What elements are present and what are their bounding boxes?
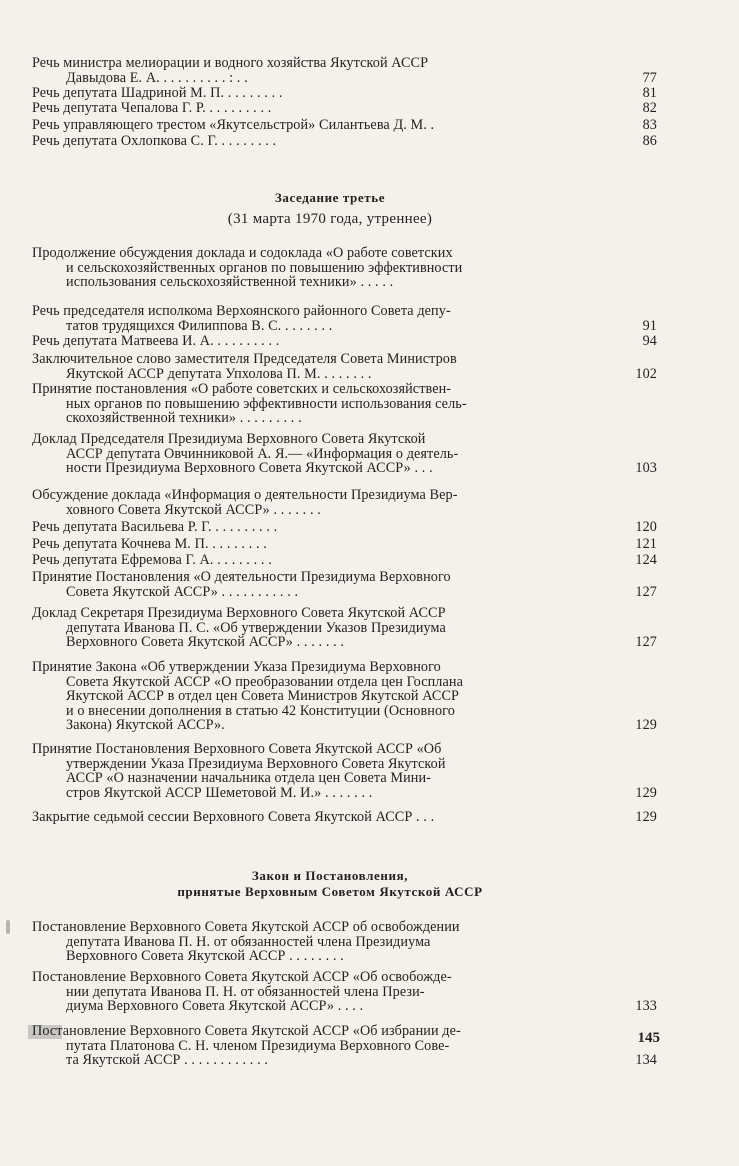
toc-entry (32, 810, 657, 825)
toc-entry-line: татов трудящихся Филиппова В. С. . . . . . . . (66, 317, 333, 334)
toc-entry-line: Закрытие седьмой сессии Верховного Совета Якутской АССР . . . (32, 809, 435, 825)
toc-entry-line: АССР депутата Овчинниковой А. Я.— «Информация о деятель- (66, 445, 459, 462)
toc-entry-line: Совета Якутской АССР» . . . . . . . . . . . (66, 583, 299, 600)
toc-entry-line: та Якутской АССР . . . . . . . . . . . . (66, 1052, 269, 1069)
toc-entry-page: 81 (642, 85, 657, 101)
toc-entry (32, 56, 657, 85)
toc-entry-line: Постановление Верховного Совета Якутской АССР об освобождении (32, 919, 460, 935)
toc-entry (32, 606, 657, 650)
toc-entry-line: ных органов по повышению эффективности использования сель- (66, 395, 467, 412)
toc-entry-line: ховного Совета Якутской АССР» . . . . . . . (66, 501, 321, 518)
toc-entry-line: и о внесении дополнения в статью 42 Конституции (Основного (66, 702, 455, 719)
toc-entry-line: диума Верховного Совета Якутской АССР» . . . . (66, 998, 364, 1015)
toc-entry-text (32, 334, 607, 349)
toc-entry-page: 134 (635, 1052, 657, 1069)
toc-entry (32, 352, 657, 381)
toc-entry (32, 432, 657, 476)
toc-entry-text (32, 520, 607, 535)
toc-entry-line: ности Президиума Верховного Совета Якутской АССР» . . . (66, 460, 433, 477)
toc-entry-line: Верховного Совета Якутской АССР . . . . . . . . (66, 948, 344, 965)
toc-entry-line: Речь управляющего трестом «Якутсельстрой» Силантьева Д. М. . (32, 117, 435, 133)
toc-entry-line: Якутской АССР депутата Упхолова П. М. . . . . . . . (66, 365, 372, 382)
toc-entry-line: Обсуждение доклада «Информация о деятельности Президиума Вер- (32, 487, 458, 503)
toc-entry (32, 1024, 657, 1068)
toc-entry-text (32, 1024, 607, 1068)
toc-entry-page: 86 (642, 133, 657, 149)
toc-entry-page: 77 (642, 69, 657, 86)
toc-entry-line: Доклад Председателя Президиума Верховного Совета Якутской (32, 431, 426, 447)
toc-entry-line: Речь депутата Чепалова Г. Р. . . . . . . . . . (32, 100, 272, 116)
toc-entry-line: Постановление Верховного Совета Якутской АССР «Об избрании де- (32, 1023, 461, 1039)
toc-entry-line: депутата Иванова П. Н. от обязанностей члена Президиума (66, 933, 431, 950)
toc-entry-text (32, 660, 607, 733)
toc-entry-line: Принятие Постановления «О деятельности Президиума Верховного (32, 569, 451, 585)
toc-entry-page: 127 (635, 583, 657, 600)
toc-entry-line: Верховного Совета Якутской АССР» . . . . . . . (66, 634, 345, 651)
toc-entry-line: Закона) Якутской АССР». (66, 717, 225, 734)
section-subtitle-date: (31 марта 1970 года, утреннее) (227, 211, 433, 227)
toc-entry-page: 91 (642, 317, 657, 334)
toc-entry-line: путата Платонова С. Н. членом Президиума Верховного Сове- (66, 1037, 450, 1054)
toc-entry-line: Речь депутата Шадриной М. П. . . . . . . . . (32, 85, 283, 101)
toc-entry-line: Якутской АССР в отдел цен Совета Министров Якутской АССР (66, 688, 460, 705)
toc-entry-line: Продолжение обсуждения доклада и содоклада «О работе советских (32, 245, 453, 261)
toc-entry-line: Принятие Постановления Верховного Совета Якутской АССР «Об (32, 741, 442, 757)
toc-entry-line: Принятие постановления «О работе советских и сельскохозяйствен- (32, 381, 452, 397)
toc-entry-line: утверждении Указа Президиума Верховного Совета Якутской (66, 755, 446, 772)
toc-entry-text (32, 134, 607, 149)
toc-entry-line: нии депутата Иванова П. Н. от обязанностей члена Прези- (66, 983, 425, 1000)
toc-entry-line: Речь министра мелиорации и водного хозяйства Якутской АССР (32, 55, 429, 71)
toc-entry-page: 83 (642, 117, 657, 133)
toc-entry-text (32, 742, 607, 800)
toc-entry-line: Давыдова Е. А. . . . . . . . . . : . . (66, 69, 248, 86)
toc-entry-text (32, 56, 607, 85)
toc-entry-line: Заключительное слово заместителя Председателя Совета Министров (32, 351, 457, 367)
toc-entry-line: депутата Иванова П. С. «Об утверждении Указов Президиума (66, 619, 446, 636)
toc-entry-text (32, 920, 607, 964)
toc-entry-page: 129 (635, 784, 657, 801)
toc-entry-line: и сельскохозяйственных органов по повышению эффективности (66, 259, 463, 276)
toc-entry (32, 970, 657, 1014)
toc-entry-line: Речь председателя исполкома Верхоянского районного Совета депу- (32, 303, 451, 319)
toc-entry-line: АССР «О назначении начальника отдела цен Совета Мини- (66, 770, 431, 787)
toc-entry-page: 103 (635, 460, 657, 477)
toc-entry-text (32, 432, 607, 476)
toc-entry-page: 94 (642, 333, 657, 349)
toc-entry-page: 129 (635, 717, 657, 734)
section-title-session-three: Заседание третье (274, 190, 386, 205)
toc-entry (32, 134, 657, 149)
toc-entry (32, 520, 657, 535)
toc-entry (32, 570, 657, 599)
toc-entry (32, 246, 657, 290)
toc-entry-line: Совета Якутской АССР «О преобразовании отдела цен Госплана (66, 673, 463, 690)
toc-entry-line: использования сельскохозяйственной техники» . . . . . (66, 274, 394, 291)
toc-entry (32, 488, 657, 517)
toc-entry (32, 86, 657, 101)
toc-entry-text (32, 488, 607, 517)
toc-entry-text (32, 352, 607, 381)
toc-entry-page: 124 (635, 552, 657, 568)
toc-entry-line: Доклад Секретаря Президиума Верховного Совета Якутской АССР (32, 605, 446, 621)
toc-entry-page: 133 (635, 998, 657, 1015)
toc-entry-line: Речь депутата Васильева Р. Г. . . . . . . . . . (32, 519, 278, 535)
toc-entry-text (32, 553, 607, 568)
toc-entry-text (32, 382, 607, 426)
toc-entry (32, 553, 657, 568)
toc-entry-page: 127 (635, 634, 657, 651)
toc-entry-text (32, 537, 607, 552)
page-number: 145 (637, 1030, 660, 1046)
toc-entry (32, 304, 657, 333)
toc-entry-text (32, 570, 607, 599)
toc-entry (32, 537, 657, 552)
toc-entry-text (32, 246, 607, 290)
toc-entry-line: Речь депутата Матвеева И. А. . . . . . . . . . (32, 333, 280, 349)
toc-entry-line: Речь депутата Ефремова Г. А. . . . . . . . . (32, 552, 272, 568)
toc-entry-line: Принятие Закона «Об утверждении Указа Президиума Верховного (32, 659, 441, 675)
toc-entry (32, 382, 657, 426)
toc-entry (32, 118, 657, 133)
toc-entry (32, 101, 657, 116)
toc-entry-text (32, 810, 607, 825)
toc-entry-line: Речь депутата Кочнева М. П. . . . . . . . . (32, 536, 267, 552)
toc-entry-line: Речь депутата Охлопкова С. Г. . . . . . . . . (32, 133, 277, 149)
toc-entry-text (32, 304, 607, 333)
toc-entry (32, 334, 657, 349)
toc-entry-text (32, 118, 607, 133)
toc-entry-page: 120 (635, 519, 657, 535)
toc-entry-line: Постановление Верховного Совета Якутской АССР «Об освобожде- (32, 969, 452, 985)
toc-entry-text (32, 86, 607, 101)
section-title-laws-line1: Закон и Постановления, (251, 868, 409, 883)
toc-entry-page: 121 (635, 536, 657, 552)
toc-entry-page: 82 (642, 100, 657, 116)
margin-mark (6, 920, 10, 934)
toc-entry-text (32, 101, 607, 116)
toc-entry-text (32, 970, 607, 1014)
toc-entry (32, 920, 657, 964)
toc-entry-line: скохозяйственной техники» . . . . . . . . . (66, 410, 302, 427)
toc-entry-page: 102 (635, 365, 657, 382)
section-title-laws-line2: принятые Верховным Советом Якутской АССР (177, 884, 483, 899)
toc-entry (32, 742, 657, 800)
toc-entry-text (32, 606, 607, 650)
toc-entry (32, 660, 657, 733)
toc-entry-page: 129 (635, 809, 657, 825)
toc-entry-line: стров Якутской АССР Шеметовой М. И.» . . . . . . . (66, 784, 373, 801)
